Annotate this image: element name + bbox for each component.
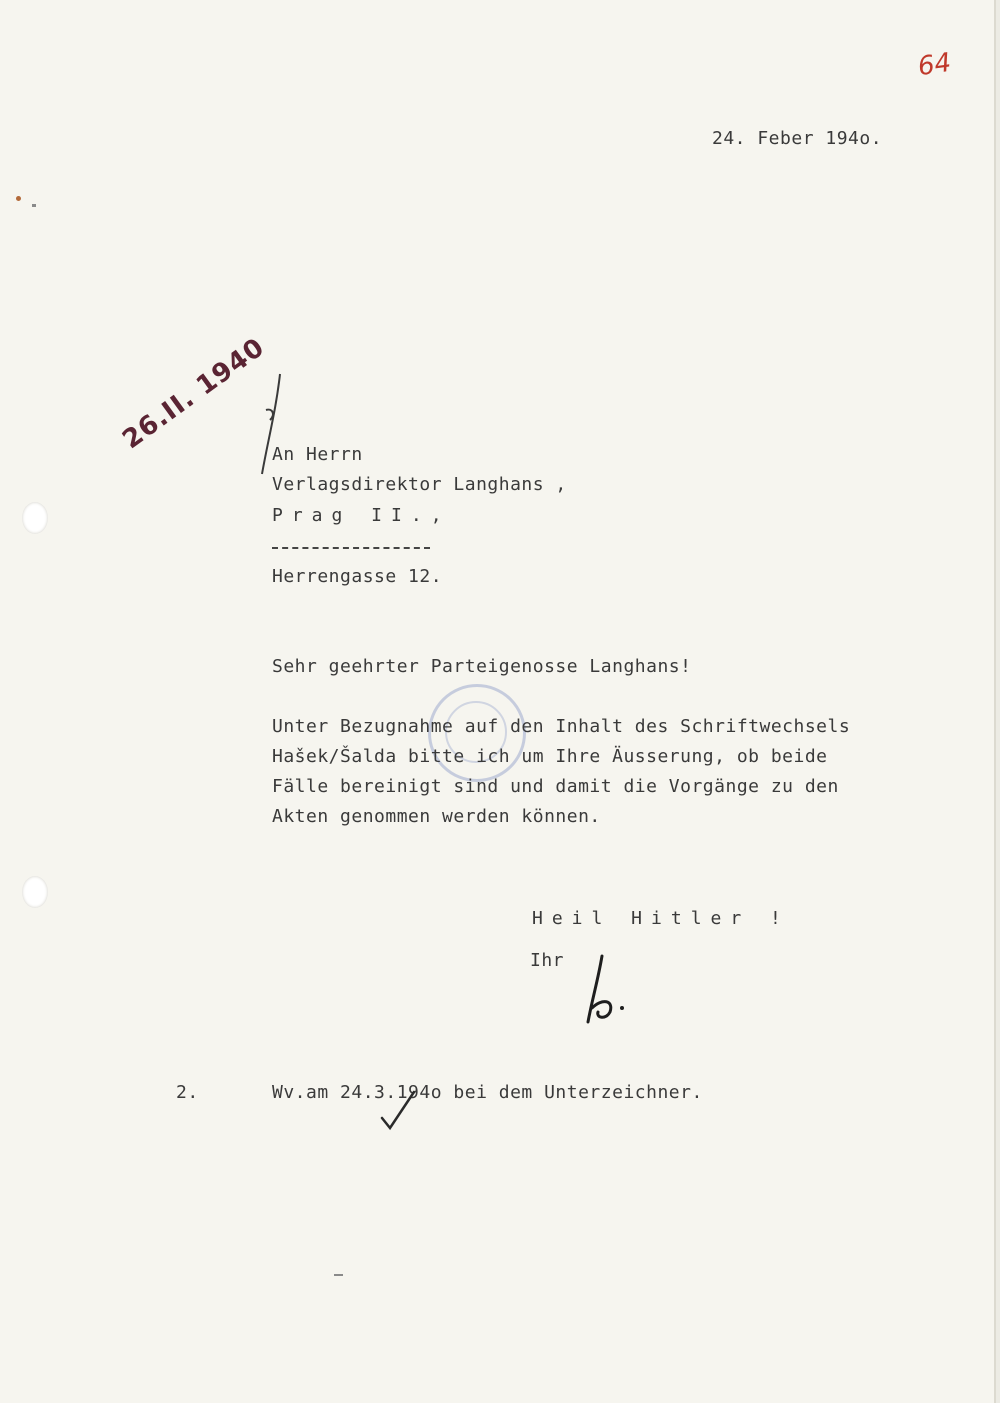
handwritten-page-number: 64 — [916, 47, 954, 83]
recipient-line-1: An Herrn — [272, 444, 363, 465]
salutation: Sehr geehrter Parteigenosse Langhans! — [272, 656, 692, 677]
handwritten-signature — [580, 950, 640, 1030]
received-date-stamp: 26.II. 1940 — [117, 332, 271, 456]
recipient-street: Herrengasse 12. — [272, 566, 443, 587]
check-mark-icon — [378, 1088, 418, 1132]
recipient-line-2: Verlagsdirektor Langhans , — [272, 474, 567, 495]
closing-ihr: Ihr — [530, 950, 565, 971]
body-line-1: Unter Bezugnahme auf den Inhalt des Schriftwechsels — [272, 716, 851, 737]
margin-mark — [334, 1274, 343, 1276]
recipient-city: Prag II., — [272, 505, 451, 526]
letter-date: 24. Feber 194o. — [712, 128, 883, 149]
body-line-4: Akten genommen werden können. — [272, 806, 601, 827]
closing-greeting: Heil Hitler ! — [532, 908, 790, 929]
city-underline — [272, 547, 430, 549]
punch-hole-top — [22, 502, 48, 534]
margin-mark — [32, 204, 36, 207]
body-line-3: Fälle bereinigt sind und damit die Vorgänge zu den — [272, 776, 839, 797]
body-line-2: Hašek/Šalda bitte ich um Ihre Äusserung, ob beide — [272, 746, 828, 767]
followup-note: Wv.am 24.3.194o bei dem Unterzeichner. — [272, 1082, 703, 1103]
punch-hole-bottom — [22, 876, 48, 908]
item-number: 2. — [176, 1082, 199, 1103]
margin-mark — [16, 196, 21, 201]
